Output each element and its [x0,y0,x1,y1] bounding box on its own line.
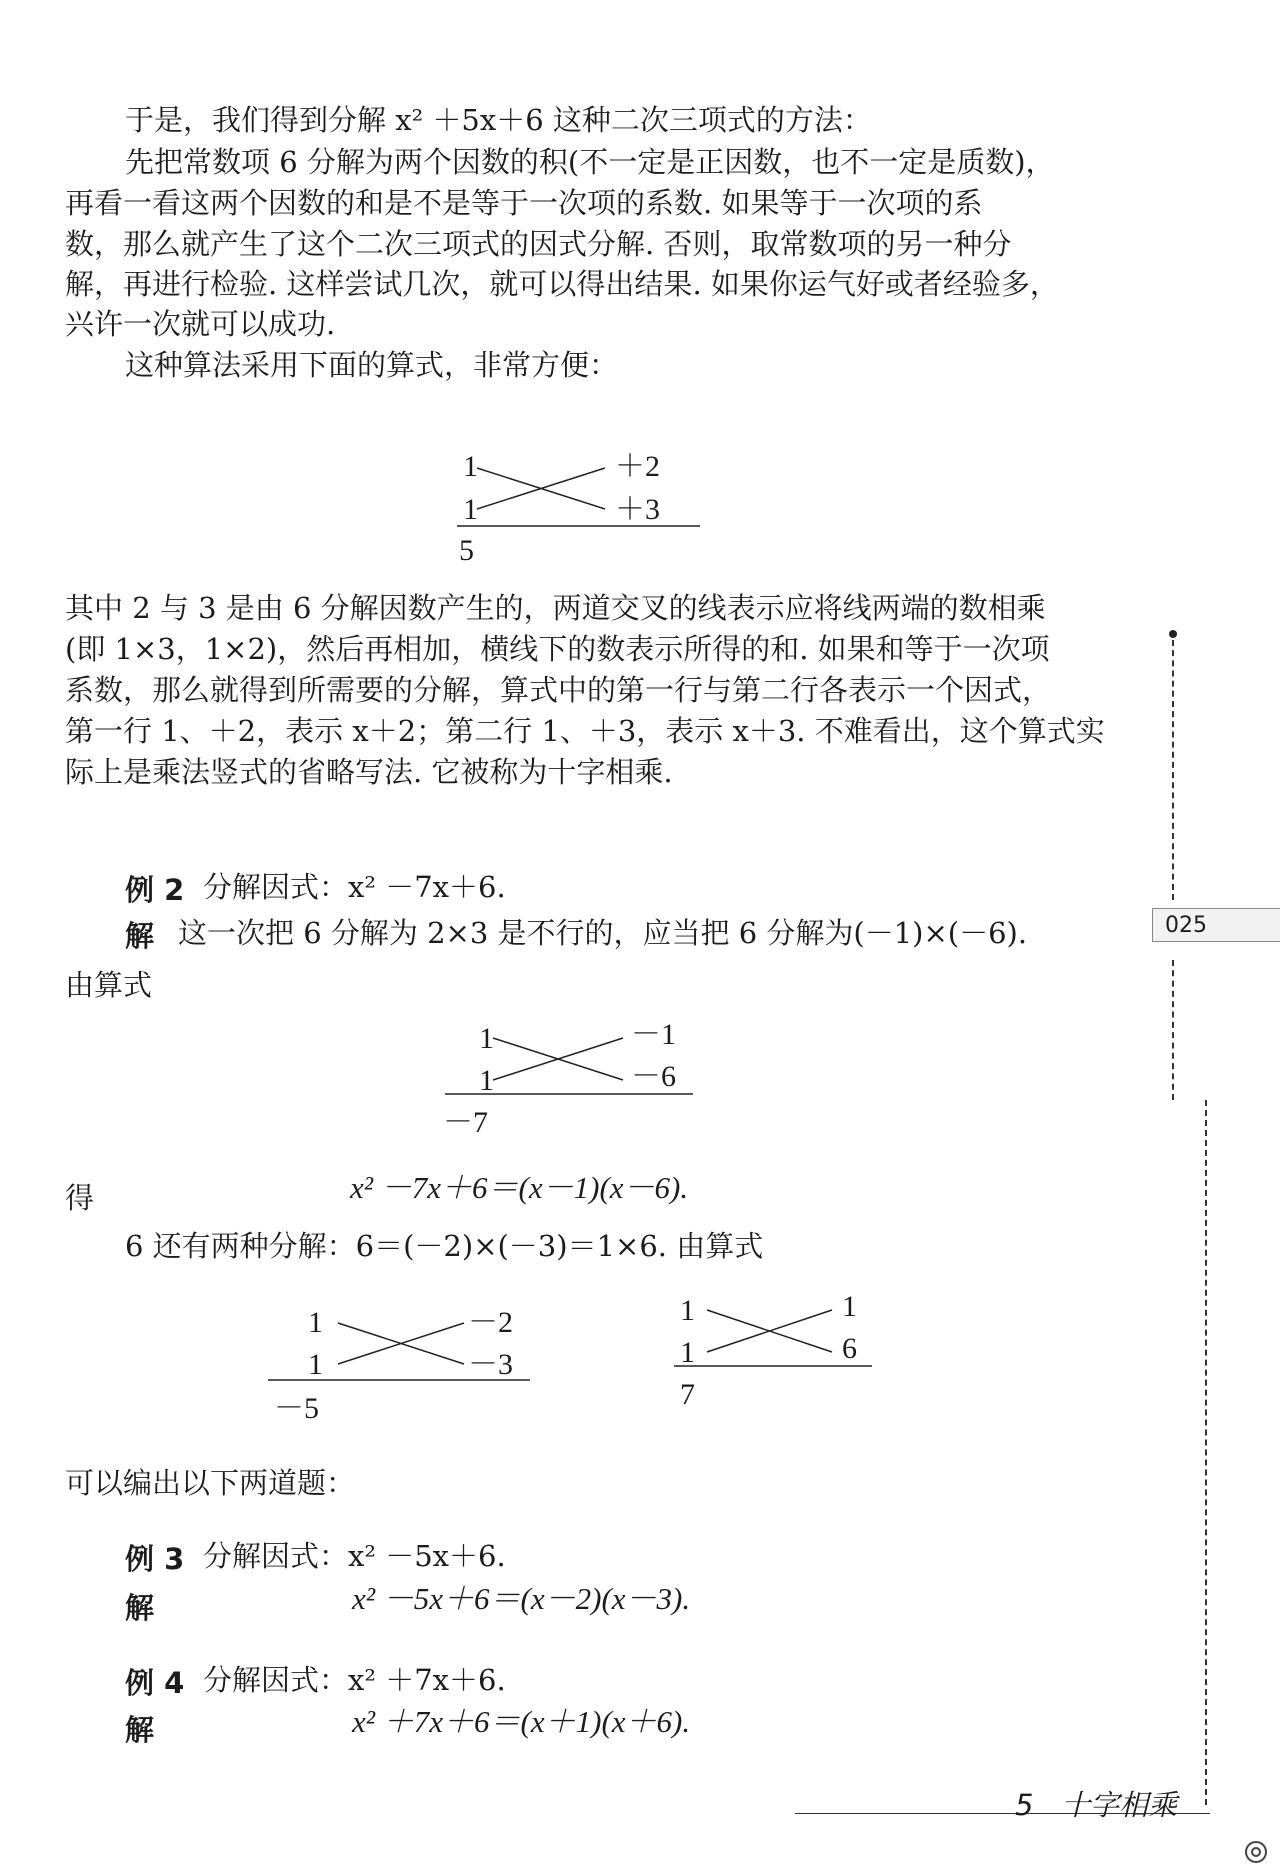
paragraph-method-line-5: 兴许一次就可以成功. [65,307,336,341]
solution-4-label: 解 [125,1713,155,1747]
paragraph-other-factorizations: 6 还有两种分解：6＝(－2)×(－3)＝1×6. 由算式 [125,1229,764,1263]
paragraph-explain-line-1: 其中 2 与 3 是由 6 分解因数产生的，两道交叉的线表示应将线两端的数相乘 [65,591,1046,625]
chapter-footer: 5 十字相乘 [1015,1788,1178,1822]
diagram-bottom-left: 1 [479,1064,494,1097]
margin-dot [1169,630,1177,638]
solution-3-label: 解 [125,1591,155,1625]
corner-ring-icon [1245,1841,1267,1863]
paragraph-method-line-4: 解，再进行检验. 这样尝试几次，就可以得出结果. 如果你运气好或者经验多， [65,267,1059,301]
diagram-bottom-left: 1 [463,493,478,526]
example-3-problem: 分解因式：x² －5x＋6. [203,1539,506,1573]
diagram-top-right: －2 [468,1306,513,1339]
paragraph-method-line-2: 再看一看这两个因数的和是不是等于一次项的系数. 如果等于一次项的系 [65,186,983,220]
example-4-label: 例 4 [125,1666,185,1700]
paragraph-explain-line-3: 系数，那么就得到所需要的分解，算式中的第一行与第二行各表示一个因式， [65,673,1052,707]
result-label: 得 [65,1181,95,1215]
diagram-bottom-right: ＋3 [615,493,660,526]
paragraph-method-intro: 于是，我们得到分解 x² ＋5x＋6 这种二次三项式的方法： [125,103,872,137]
diagram-top-left: 1 [479,1022,494,1055]
paragraph-two-problems: 可以编出以下两道题： [65,1466,356,1500]
diagram-top-right: ＋2 [615,450,660,483]
diagram-top-left: 1 [308,1306,323,1339]
example-4-problem: 分解因式：x² ＋7x＋6. [203,1663,506,1697]
margin-dashed-line-middle [1172,960,1174,1100]
example-3-label: 例 3 [125,1542,185,1576]
paragraph-explain-line-2: (即 1×3，1×2)，然后再相加，横线下的数表示所得的和. 如果和等于一次项 [65,632,1050,666]
solution-2-label: 解 [125,919,155,953]
diagram-bottom-left: 1 [308,1348,323,1381]
solution-2-continued: 由算式 [65,968,153,1002]
paragraph-explain-line-5: 际上是乘法竖式的省略写法. 它被称为十字相乘. [65,755,673,789]
example-3-result: x² －5x＋6＝(x－2)(x－3). [352,1581,691,1616]
page-number-tab [1152,908,1280,942]
diagram-sum: 7 [680,1378,695,1411]
diagram-bottom-right: －3 [468,1348,513,1381]
paragraph-method-line-1: 先把常数项 6 分解为两个因数的积(不一定是正因数，也不一定是质数)， [125,145,1055,179]
diagram-sum: 5 [459,534,474,567]
margin-dashed-line-top [1172,640,1174,900]
diagram-bottom-right: －6 [631,1060,676,1093]
example-2-result: x² －7x＋6＝(x－1)(x－6). [350,1170,689,1205]
page-number: 025 [1165,913,1207,938]
example-2-label: 例 2 [125,873,185,907]
diagram-top-left: 1 [680,1294,695,1327]
diagram-sum: －5 [274,1392,319,1425]
diagram-top-left: 1 [463,450,478,483]
paragraph-explain-line-4: 第一行 1、＋2，表示 x＋2；第二行 1、＋3，表示 x＋3. 不难看出，这个算式实 [65,714,1105,748]
diagram-bottom-right: 6 [842,1332,857,1365]
margin-dashed-line-bottom [1205,1100,1207,1805]
diagram-top-right: －1 [631,1018,676,1051]
solution-2-text: 这一次把 6 分解为 2×3 是不行的，应当把 6 分解为(－1)×(－6). [178,916,1028,950]
cross-lines-4 [672,1292,892,1412]
diagram-bottom-left: 1 [680,1336,695,1369]
cross-lines-1 [455,452,715,562]
example-2-problem: 分解因式：x² －7x＋6. [203,870,506,904]
paragraph-method-line-3: 数，那么就产生了这个二次三项式的因式分解. 否则，取常数项的另一种分 [65,227,1012,261]
diagram-top-right: 1 [842,1290,857,1323]
diagram-sum: －7 [443,1106,488,1139]
example-4-result: x² ＋7x＋6＝(x＋1)(x＋6). [352,1704,691,1739]
paragraph-algorithm-intro: 这种算法采用下面的算式，非常方便： [125,348,619,382]
